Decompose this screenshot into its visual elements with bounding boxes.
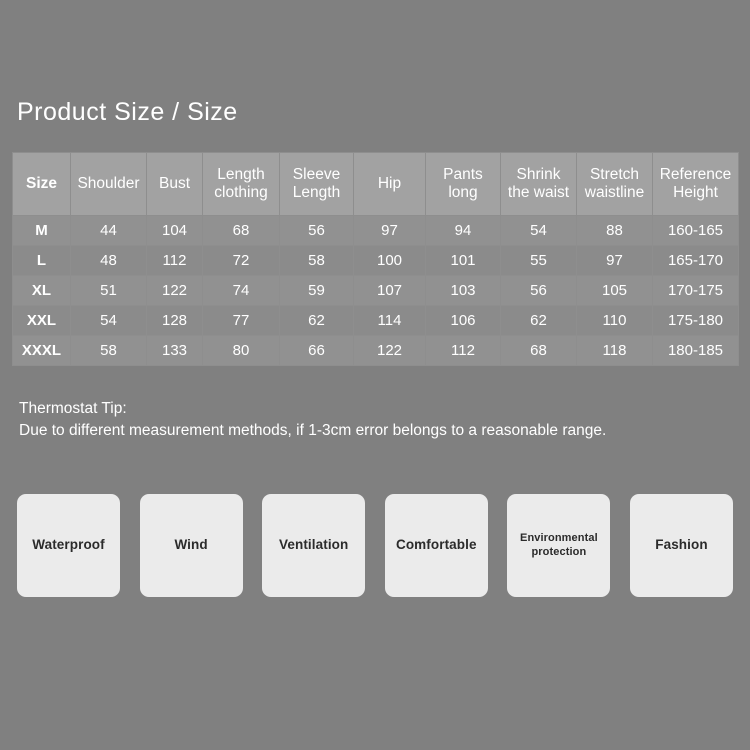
header-line-1: Hip (377, 175, 402, 193)
table-header-cell (71, 153, 147, 216)
table-cell: 128 (147, 306, 203, 336)
table-cell: 56 (501, 276, 577, 306)
feature-card-wind (140, 494, 243, 597)
table-row (13, 306, 739, 336)
table-row (13, 246, 739, 276)
tip-heading: Thermostat Tip: (19, 400, 127, 417)
header-line-2: the waist (507, 184, 570, 201)
table-cell: 170-175 (653, 276, 739, 306)
table-cell: 133 (147, 336, 203, 366)
table-cell: 55 (501, 246, 577, 276)
tip-body: Due to different measurement methods, if 1-3cm error belongs to a reasonable range. (19, 422, 607, 440)
table-cell-size: XL (13, 276, 71, 306)
feature-card-comfortable (385, 494, 488, 597)
table-cell: 94 (426, 216, 501, 246)
table-header-cell (653, 153, 739, 216)
table-cell: 62 (501, 306, 577, 336)
table-header (13, 153, 739, 216)
table-header-row (13, 153, 739, 216)
table-cell-size: M (13, 216, 71, 246)
table-cell: 44 (71, 216, 147, 246)
table-cell: 100 (354, 246, 426, 276)
feature-label: Waterproof (32, 537, 105, 553)
table-cell: 66 (280, 336, 354, 366)
feature-card-row (17, 494, 733, 597)
header-line-1: Stretch (589, 166, 640, 184)
feature-label: Environmental protection (520, 532, 598, 558)
table-cell: 88 (577, 216, 653, 246)
table-cell: 62 (280, 306, 354, 336)
table-header-cell (426, 153, 501, 216)
table-cell: 68 (203, 216, 280, 246)
header-line-1: Bust (158, 175, 190, 193)
table-header-cell (147, 153, 203, 216)
table-row (13, 336, 739, 366)
table-header-cell (501, 153, 577, 216)
size-table (12, 152, 739, 366)
table-cell-size: XXXL (13, 336, 71, 366)
header-line-2: waistline (584, 184, 645, 201)
thermostat-tip (19, 398, 734, 443)
feature-card-fashion (630, 494, 733, 597)
table-cell: 59 (280, 276, 354, 306)
table-cell: 80 (203, 336, 280, 366)
header-line-1: Shoulder (77, 175, 140, 193)
page-title: Product Size / Size (17, 98, 238, 126)
table-cell: 160-165 (653, 216, 739, 246)
header-line-2: clothing (214, 184, 268, 201)
table-cell: 54 (501, 216, 577, 246)
table-cell: 110 (577, 306, 653, 336)
table-cell: 118 (577, 336, 653, 366)
table-cell: 56 (280, 216, 354, 246)
table-header-cell (354, 153, 426, 216)
feature-card-waterproof (17, 494, 120, 597)
table-cell: 104 (147, 216, 203, 246)
table-header-cell (577, 153, 653, 216)
table-cell: 51 (71, 276, 147, 306)
table-body (13, 216, 739, 366)
table-cell: 58 (280, 246, 354, 276)
table-row (13, 216, 739, 246)
table-cell: 106 (426, 306, 501, 336)
feature-label: Ventilation (279, 537, 349, 553)
table-cell: 112 (147, 246, 203, 276)
feature-label: Fashion (655, 537, 708, 553)
header-line-1: Pants (443, 166, 483, 184)
header-line-2: Height (673, 184, 718, 201)
table-header-cell (13, 153, 71, 216)
table-row (13, 276, 739, 306)
feature-card-ventilation (262, 494, 365, 597)
table-cell: 72 (203, 246, 280, 276)
feature-label: Comfortable (395, 537, 477, 553)
header-line-2: long (448, 184, 478, 201)
header-line-1: Shrink (516, 166, 561, 184)
table-cell: 101 (426, 246, 501, 276)
feature-card-environmental-protection (507, 494, 610, 597)
table-cell: 68 (501, 336, 577, 366)
feature-label: Wind (174, 537, 208, 553)
table-cell: 114 (354, 306, 426, 336)
table-cell-size: XXL (13, 306, 71, 336)
table-cell-size: L (13, 246, 71, 276)
header-line-2: Length (292, 184, 341, 201)
table-cell: 175-180 (653, 306, 739, 336)
table-cell: 48 (71, 246, 147, 276)
table-cell: 77 (203, 306, 280, 336)
header-line-1: Size (25, 175, 57, 193)
table-cell: 122 (354, 336, 426, 366)
table-header-cell (203, 153, 280, 216)
header-line-1: Sleeve (292, 166, 341, 184)
header-line-1: Reference (659, 166, 732, 184)
table-cell: 97 (354, 216, 426, 246)
table-cell: 103 (426, 276, 501, 306)
table-cell: 180-185 (653, 336, 739, 366)
table-cell: 112 (426, 336, 501, 366)
table-header-cell (280, 153, 354, 216)
table-cell: 122 (147, 276, 203, 306)
table-cell: 97 (577, 246, 653, 276)
table-cell: 165-170 (653, 246, 739, 276)
table-cell: 107 (354, 276, 426, 306)
table-cell: 58 (71, 336, 147, 366)
header-line-1: Length (217, 166, 265, 184)
table-cell: 54 (71, 306, 147, 336)
table-cell: 105 (577, 276, 653, 306)
table-cell: 74 (203, 276, 280, 306)
